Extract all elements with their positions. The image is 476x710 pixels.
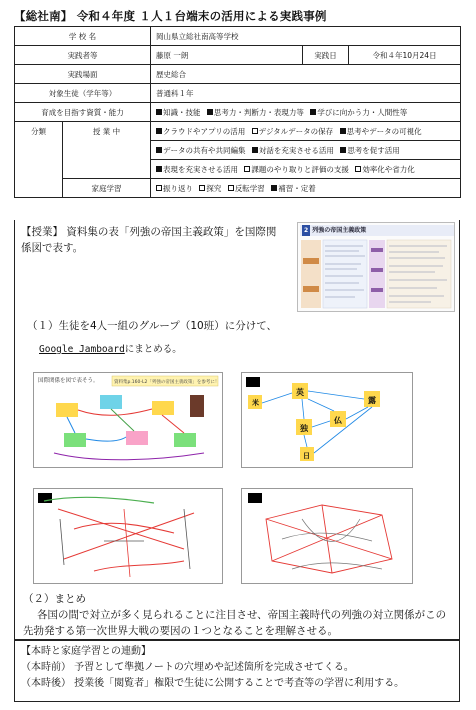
lesson-description: 【授業】 資料集の表「列強の帝国主義政策」を国際関係図で表す。 xyxy=(21,226,277,254)
jamboard-drawing-4 xyxy=(242,489,413,584)
home-row: 振り返り 探究 反転学習 補習・定着 xyxy=(151,179,461,198)
date-value: 令和４年10月24日 xyxy=(349,46,461,65)
practitioner-value: 藤原 一朗 xyxy=(151,46,303,65)
textbook-table-graphic xyxy=(299,238,455,312)
home-study-title: 【本時と家庭学習との連動】 xyxy=(21,646,151,657)
usage-row-2: データの共有や共同編集 対話を充実させる活用 思考を促す活用 xyxy=(151,141,461,160)
checkbox-icon xyxy=(156,147,162,153)
home-study-section xyxy=(14,640,460,702)
checkbox-icon xyxy=(156,128,162,134)
after-class-text: （本時後） 授業後「閲覧者」権限で生徒に公開することで考査等の学習に利用する。 xyxy=(21,678,405,689)
svg-text:資料集p.160-L2「列強の帝国主義政策」を参考に！: 資料集p.160-L2「列強の帝国主義政策」を参考に！ xyxy=(114,380,220,385)
date-label: 実践日 xyxy=(303,46,349,65)
jamboard-screenshot-4 xyxy=(241,488,413,584)
target-value: 普通科１年 xyxy=(151,84,461,103)
checkbox-icon xyxy=(340,128,346,134)
svg-text:仏: 仏 xyxy=(334,416,342,425)
jamboard-drawing-3 xyxy=(34,489,223,584)
checkbox-icon xyxy=(355,166,361,172)
usage-row-1: クラウドやアプリの活用 デジタルデータの保存 思考やデータの可視化 xyxy=(151,122,461,141)
page-title: 【総社南】 令和４年度 １人１台端末の活用による実践事例 xyxy=(14,9,327,23)
jamboard-drawing-2 xyxy=(242,373,413,468)
step-1: （１）生徒を4人一組のグループ（10班）に分けて、 xyxy=(27,320,277,332)
jamboard-screenshot-2 xyxy=(241,372,413,468)
classification-label: 分類 xyxy=(15,122,63,198)
svg-text:米: 米 xyxy=(252,399,259,407)
home-label: 家庭学習 xyxy=(63,179,151,198)
google-jamboard-link[interactable]: Google Jamboard xyxy=(39,344,125,355)
ability-option: 思考力・判断力・表現力等 xyxy=(207,108,304,117)
checkbox-icon xyxy=(228,185,234,191)
checkbox-icon xyxy=(156,185,162,191)
jamboard-screenshot-3 xyxy=(33,488,223,584)
school-value: 岡山県立総社南高等学校 xyxy=(151,27,461,46)
lesson-section xyxy=(14,220,460,640)
before-class-text: （本時前） 予習として準拠ノートの穴埋めや記述箇所を完成させてくる。 xyxy=(21,662,354,673)
scene-label: 実践場面 xyxy=(15,65,151,84)
scene-value: 歴史総合 xyxy=(151,65,461,84)
practitioner-label: 実践者等 xyxy=(15,46,151,65)
textbook-table-thumbnail xyxy=(297,222,455,312)
checkbox-icon xyxy=(199,185,205,191)
thumbnail-title: 2 列強の帝国主義政策 xyxy=(300,225,454,236)
checkbox-icon xyxy=(252,147,258,153)
svg-text:独: 独 xyxy=(300,424,308,433)
checkbox-icon xyxy=(271,185,277,191)
jamboard-screenshot-1 xyxy=(33,372,223,468)
ability-option: 知識・技能 xyxy=(156,108,201,117)
school-label: 学 校 名 xyxy=(15,27,151,46)
target-label: 対象生徒（学年等） xyxy=(15,84,151,103)
in-class-label: 授 業 中 xyxy=(63,122,151,179)
ability-options xyxy=(151,103,461,122)
checkbox-icon xyxy=(340,147,346,153)
svg-text:日: 日 xyxy=(303,452,310,460)
summary-text: 各国の間で対立が多く見られることに注目させ、帝国主義時代の列強の対立関係がこの先勃発する第一次世界大戦の要因の１つとなることを理解させる。 xyxy=(23,609,447,637)
checkbox-icon xyxy=(310,109,316,115)
step-2: （２）まとめ xyxy=(23,593,86,605)
jamboard-drawing-1 xyxy=(34,373,223,468)
checkbox-icon xyxy=(252,128,258,134)
ability-label: 育成を目指す資質・能力 xyxy=(15,103,151,122)
usage-row-3: 表現を充実させる活用 課題のやり取りと評価の支援 効率化や省力化 xyxy=(151,160,461,179)
checkbox-icon xyxy=(244,166,250,172)
checkbox-icon xyxy=(156,109,162,115)
svg-text:英: 英 xyxy=(296,388,304,397)
checkbox-icon xyxy=(156,166,162,172)
checkbox-icon xyxy=(207,109,213,115)
svg-text:国際関係を図で表そう。: 国際関係を図で表そう。 xyxy=(38,378,99,384)
google-jamboard-line: Google Jamboardにまとめる。 xyxy=(39,344,182,355)
svg-text:露: 露 xyxy=(368,396,376,405)
info-table xyxy=(14,26,461,198)
ability-option: 学びに向かう力・人間性等 xyxy=(310,108,407,117)
